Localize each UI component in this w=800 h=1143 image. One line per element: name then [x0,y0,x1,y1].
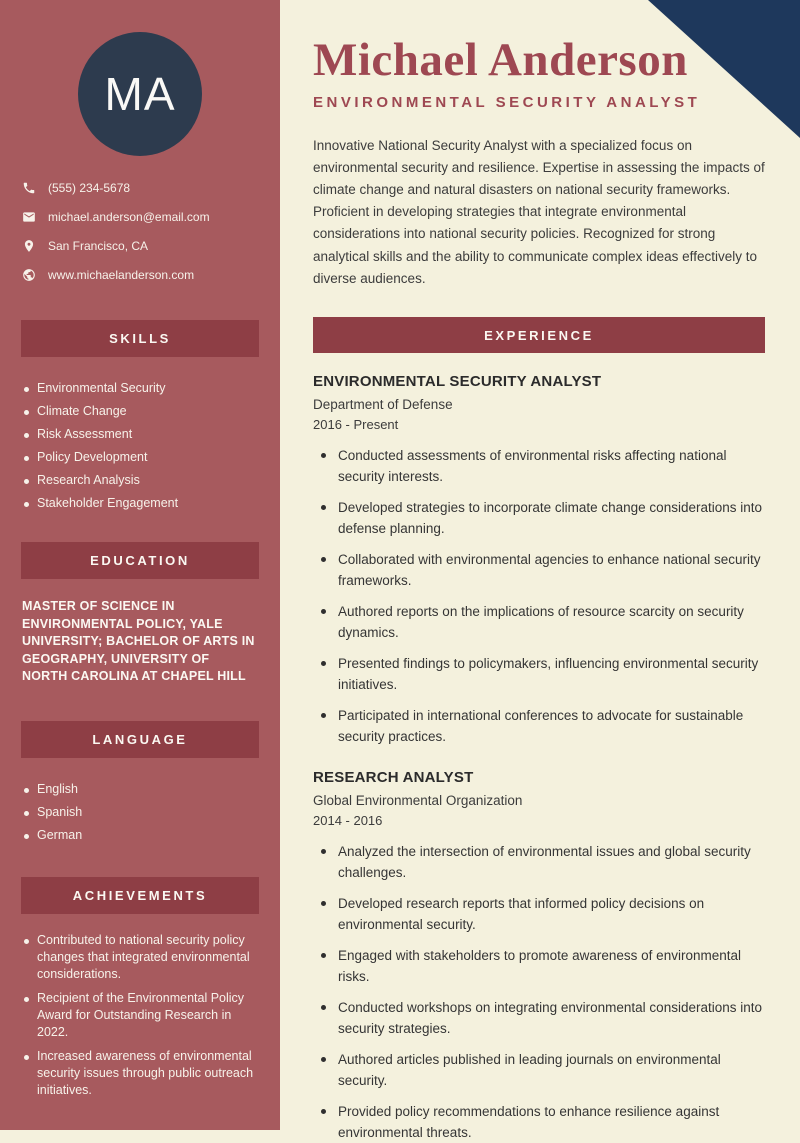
contact-website-text: www.michaelanderson.com [48,267,195,282]
contact-website [22,267,266,282]
avatar [78,32,202,156]
language-item: Spanish [26,801,264,824]
contact-email [22,209,266,224]
mail-icon [22,210,36,224]
job-bullet: Collaborated with environmental agencies to enhance national security frameworks. [321,549,765,591]
job-bullet: Conducted assessments of environmental risks affecting national security interests. [321,445,765,487]
profile-summary: Innovative National Security Analyst with a specialized focus on environmental security and resilience. Expertise in assessing the impacts of climate change and natural disasters on national security frameworks. Proficient in developing strategies that integrate environmental considerations into national security policies. Recognized for strong analytical skills and the ability to communicate complex ideas effectively to diverse audiences. [313,137,765,286]
skill-item: Environmental Security [26,377,264,400]
language-title: LANGUAGE [92,731,188,747]
contact-location [22,238,266,253]
job-bullet: Authored reports on the implications of resource scarcity on security dynamics. [321,601,765,643]
skill-item: Research Analysis [26,469,264,492]
job-headline: ENVIRONMENTAL SECURITY ANALYST [313,93,701,111]
job-title: RESEARCH ANALYST [313,769,474,787]
globe-icon [22,268,36,282]
experience-section-header [313,317,765,353]
page-title: Michael Anderson [313,34,688,86]
job-dates: 2016 - Present [313,417,399,433]
job-bullet: Developed strategies to incorporate climate change considerations into defense planning. [321,497,765,539]
job-bullet: Presented findings to policymakers, influencing environmental security initiatives. [321,653,765,695]
contact-location-text: San Francisco, CA [48,238,149,253]
skill-item: Policy Development [26,446,264,469]
job-bullet-list [313,445,765,747]
contact-phone-text: (555) 234-5678 [48,180,131,195]
education-title: EDUCATION [90,553,190,568]
skill-item: Risk Assessment [26,423,264,446]
job-bullet: Authored articles published in leading journals on environmental security. [321,1049,765,1091]
phone-icon [22,181,36,195]
job-bullet: Conducted workshops on integrating environmental considerations into security strategies. [321,997,765,1039]
language-list [0,778,280,847]
job-bullet: Engaged with stakeholders to promote awareness of environmental risks. [321,945,765,987]
achievement-item: Increased awareness of environmental security issues through public outreach initiatives. [26,1048,264,1099]
achievement-item: Recipient of the Environmental Policy Award for Outstanding Research in 2022. [26,990,264,1041]
contact-phone [22,180,266,195]
job-bullet: Analyzed the intersection of environmental issues and global security challenges. [321,841,765,883]
contact-email-text: michael.anderson@email.com [48,209,210,224]
language-section-header [21,721,259,758]
avatar-initials: MA [104,68,176,120]
job-company: Global Environmental Organization [313,793,523,809]
job-bullet-list [313,841,765,1143]
achievements-title: ACHIEVEMENTS [72,887,208,903]
skills-title: SKILLS [109,331,171,346]
skills-list [0,377,280,515]
main-content [280,0,800,1141]
experience-title: EXPERIENCE [484,327,594,343]
education-section-header [21,542,259,579]
job-dates: 2014 - 2016 [313,813,383,829]
achievement-item: Contributed to national security policy changes that integrated environmental considerations. [26,932,264,983]
achievements-list [0,932,280,1099]
location-pin-icon [22,239,36,253]
job-company: Department of Defense [313,397,453,413]
education-text: MASTER OF SCIENCE IN ENVIRONMENTAL POLICY, YALE UNIVERSITY; BACHELOR OF ARTS IN GEOGRAPHY, UNIVERSITY OF NORTH CAROLINA AT CHAPEL HILL [22,599,255,683]
job-title: ENVIRONMENTAL SECURITY ANALYST [313,373,602,391]
skill-item: Climate Change [26,400,264,423]
sidebar [0,0,280,1130]
job-bullet: Participated in international conferences to advocate for sustainable security practices. [321,705,765,747]
contact-list [0,180,280,282]
job-bullet: Provided policy recommendations to enhance resilience against environmental threats. [321,1101,765,1143]
language-item: German [26,824,264,847]
skills-section-header [21,320,259,357]
achievements-section-header [21,877,259,914]
skill-item: Stakeholder Engagement [26,492,264,515]
job-bullet: Developed research reports that informed policy decisions on environmental security. [321,893,765,935]
language-item: English [26,778,264,801]
job-entry [313,769,765,1143]
job-entry [313,373,765,747]
